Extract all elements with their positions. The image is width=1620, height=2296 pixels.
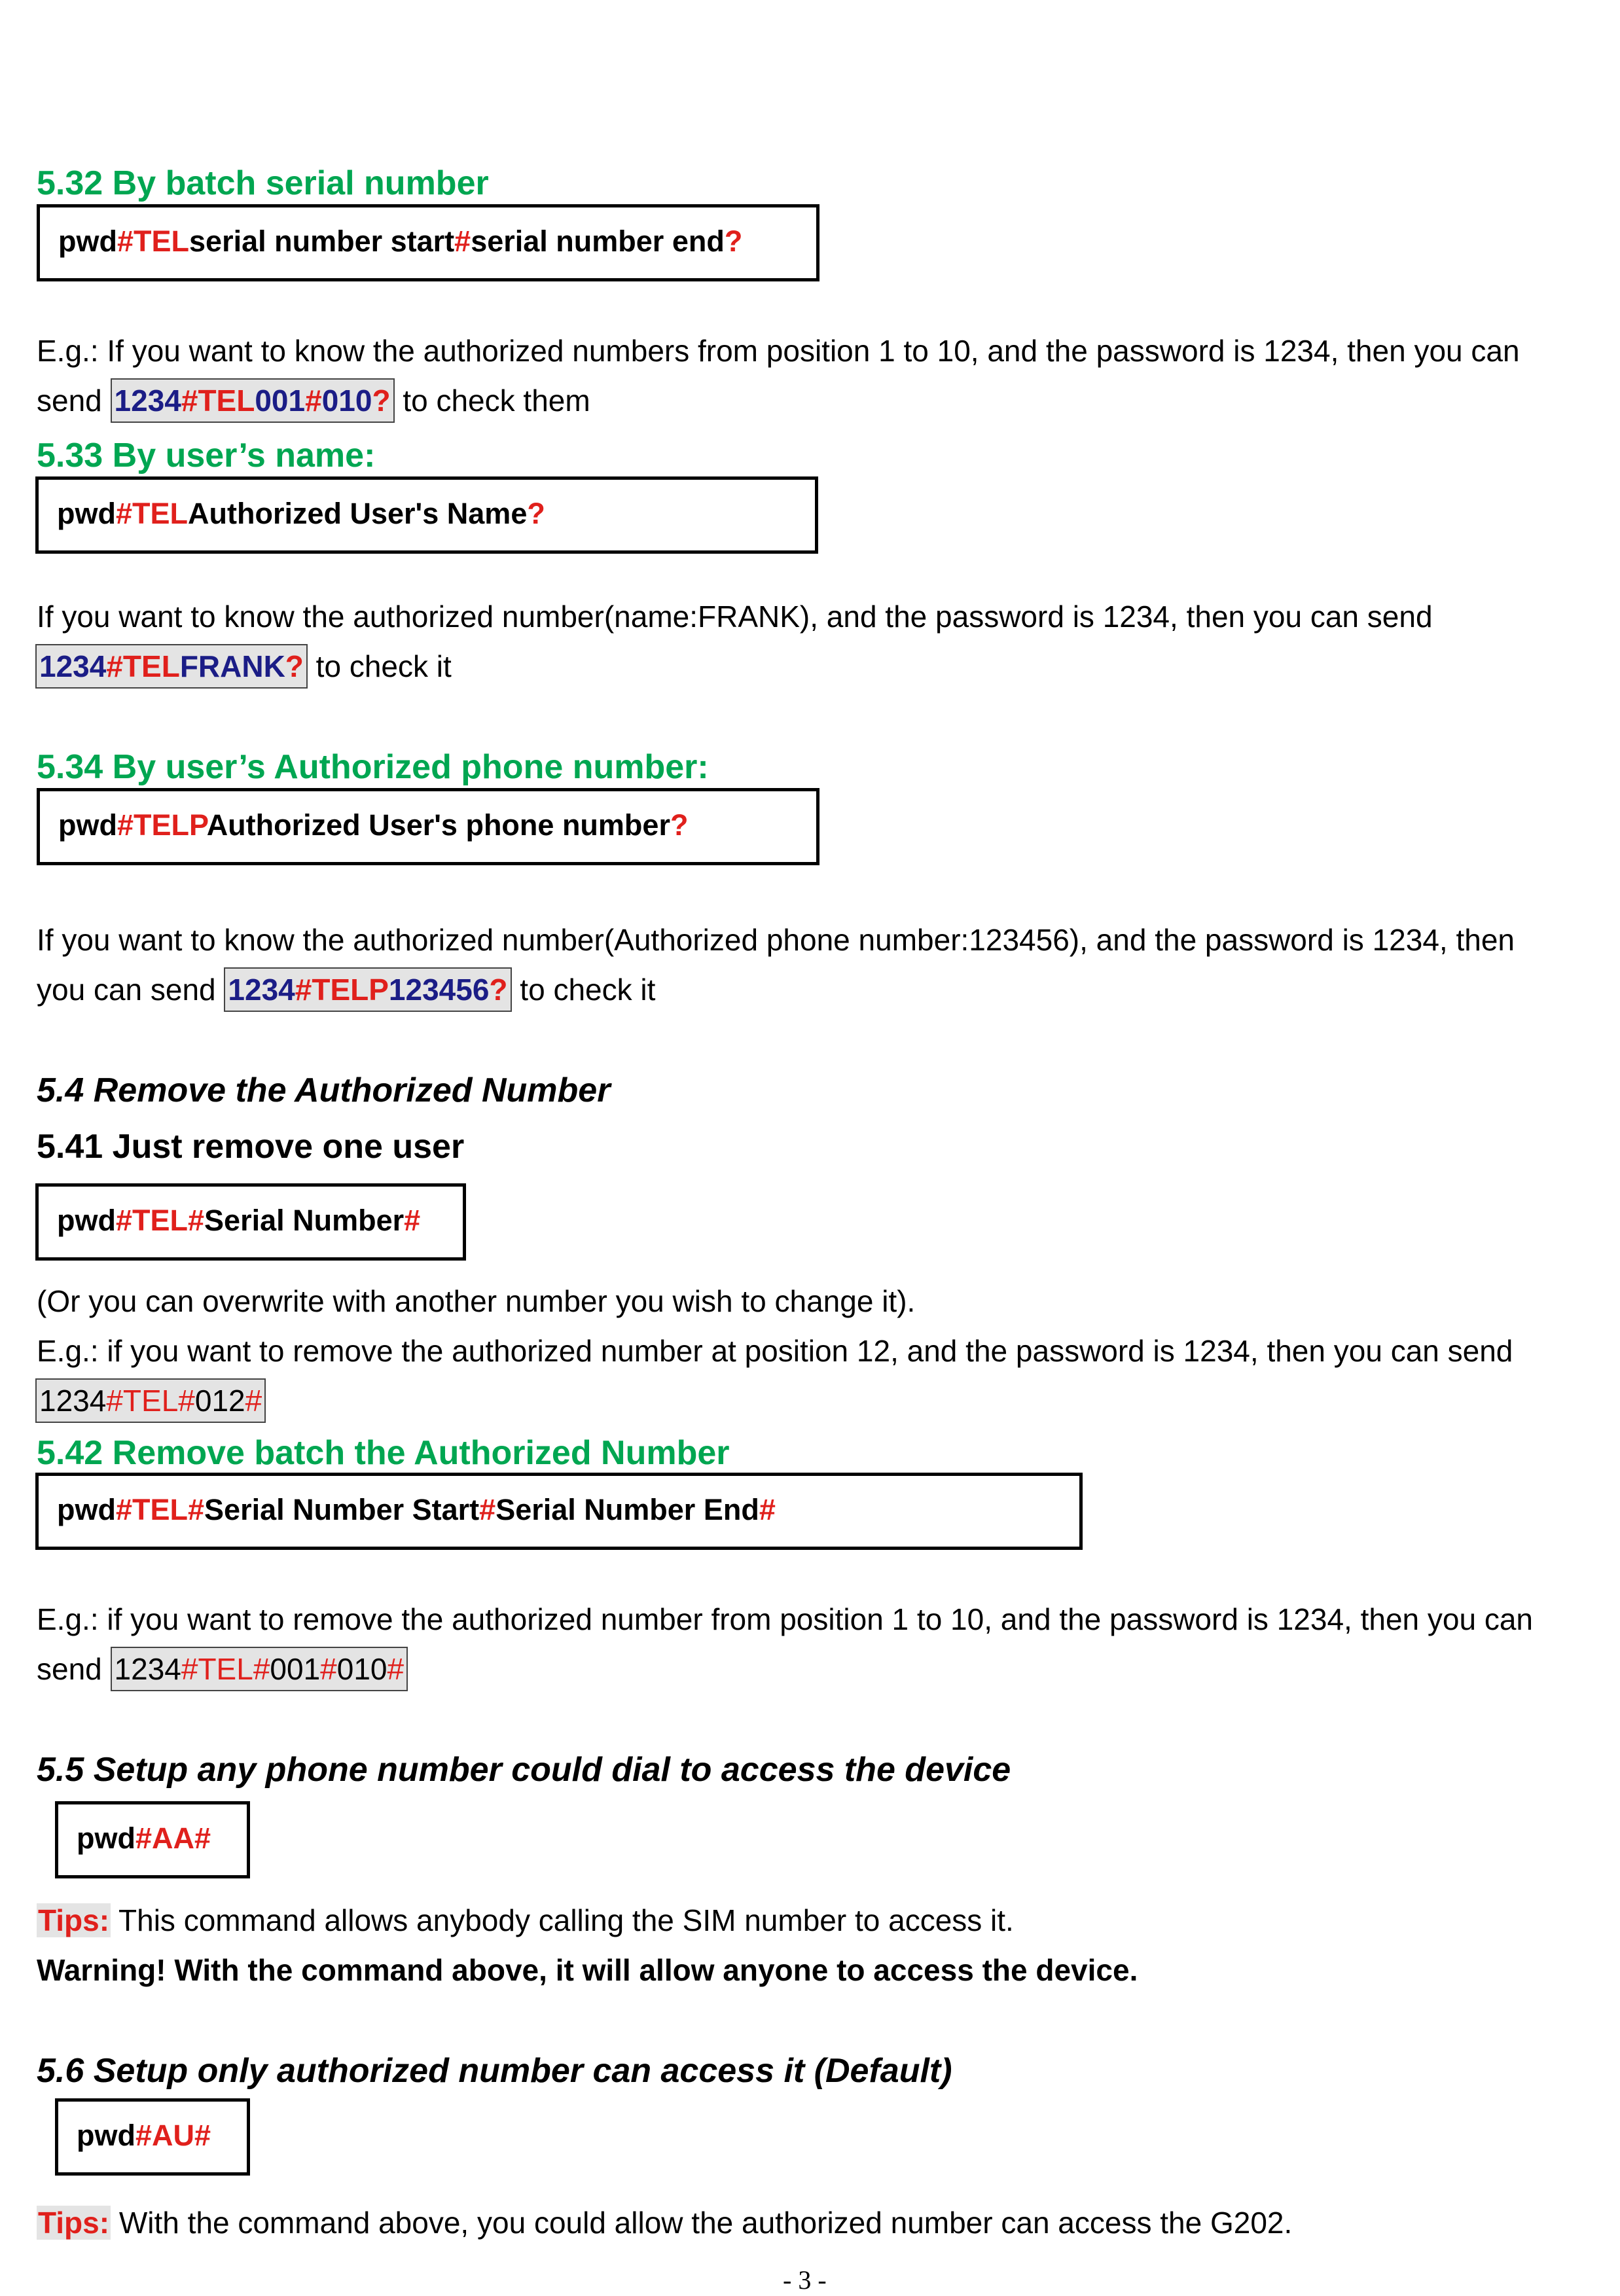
tips-text: This command allows anybody calling the SIM number to access it. [111, 1903, 1014, 1937]
paragraph-5-41-line3 [35, 1376, 266, 1426]
cmd-part: Serial Number End [495, 1493, 759, 1526]
example-command-5-42 [111, 1647, 408, 1691]
cmd-part: # [454, 224, 471, 258]
ex-part: #TEL [181, 384, 255, 418]
command-box-5-33 [35, 476, 818, 554]
paragraph-5-42-line1: E.g.: if you want to remove the authorized number from position 1 to 10, and the password is 1234, then you can [37, 1602, 1534, 1636]
example-command-5-32 [111, 378, 395, 423]
text: to check them [394, 384, 590, 418]
tips-text: With the command above, you could allow the authorized number can access the G202. [111, 2206, 1293, 2240]
cmd-part: # [404, 1204, 421, 1237]
text: to check it [511, 973, 656, 1007]
cmd-part: pwd [77, 1821, 135, 1855]
ex-part: ? [372, 384, 391, 418]
cmd-part: #AU# [135, 2119, 211, 2152]
section-5-42-heading: 5.42 Remove batch the Authorized Number [37, 1434, 730, 1472]
page-number: - 3 - [783, 2265, 827, 2295]
ex-part: 001 [255, 384, 306, 418]
cmd-part: Serial Number Start [204, 1493, 480, 1526]
tips-label: Tips: [38, 1903, 110, 1937]
ex-part: 1234 [114, 1652, 181, 1686]
paragraph-5-41-line1: (Or you can overwrite with another number you wish to change it). [37, 1284, 916, 1318]
ex-part: # [320, 1652, 337, 1686]
ex-part: #TEL# [181, 1652, 270, 1686]
ex-part: ? [489, 973, 508, 1007]
paragraph-5-41-line2: E.g.: if you want to remove the authorized number at position 12, and the password is 1234, then you can send [37, 1334, 1513, 1368]
section-5-6-heading: 5.6 Setup only authorized number can access it (Default) [37, 2052, 952, 2090]
ex-part: 010 [321, 384, 372, 418]
cmd-part: #TEL [117, 224, 190, 258]
ex-part: 001 [270, 1652, 321, 1686]
text: you can send [37, 973, 225, 1007]
paragraph-5-34-line1: If you want to know the authorized number(Authorized phone number:123456), and the password is 1234, then [37, 923, 1515, 957]
cmd-part: #TEL [115, 497, 189, 530]
ex-part: 1234 [39, 1384, 107, 1418]
ex-part: #TEL# [106, 1384, 195, 1418]
cmd-part: pwd [57, 1204, 116, 1237]
section-5-33-heading: 5.33 By user’s name: [37, 437, 376, 475]
cmd-part: serial number end [471, 224, 725, 258]
paragraph-5-33-line2 [35, 641, 452, 691]
example-command-5-34 [224, 967, 511, 1012]
command-box-5-41 [35, 1183, 466, 1261]
cmd-part: pwd [57, 1493, 116, 1526]
ex-part: 010 [336, 1652, 387, 1686]
ex-part: # [245, 1384, 262, 1418]
cmd-part: pwd [58, 224, 117, 258]
command-box-5-42 [35, 1473, 1083, 1550]
cmd-part: serial number start [189, 224, 455, 258]
text: to check it [307, 649, 452, 683]
ex-part: 123456 [388, 973, 490, 1007]
paragraph-5-33-line1: If you want to know the authorized number(name:FRANK), and the password is 1234, then you can send [37, 600, 1433, 634]
example-command-5-41 [35, 1378, 266, 1423]
section-5-4-heading: 5.4 Remove the Authorized Number [37, 1071, 611, 1109]
cmd-part: # [479, 1493, 496, 1526]
tips-5-5 [37, 1895, 1014, 1945]
command-box-5-5 [55, 1801, 250, 1878]
cmd-part: ? [527, 497, 545, 530]
command-box-5-6 [55, 2098, 250, 2176]
ex-part: 012 [194, 1384, 245, 1418]
ex-part: 1234 [114, 384, 181, 418]
ex-part: # [387, 1652, 405, 1686]
paragraph-5-42-line2 [37, 1644, 408, 1694]
cmd-part: pwd [57, 497, 116, 530]
cmd-part: ? [724, 224, 743, 258]
cmd-part: Serial Number [204, 1204, 405, 1237]
command-box-5-34 [37, 788, 819, 865]
ex-part: ? [285, 649, 304, 683]
warning-5-5: Warning! With the command above, it will allow anyone to access the device. [37, 1953, 1138, 1987]
text: send [37, 1652, 111, 1686]
cmd-part: #AA# [135, 1821, 211, 1855]
section-5-32-heading: 5.32 By batch serial number [37, 164, 489, 202]
section-5-41-heading: 5.41 Just remove one user [37, 1128, 465, 1166]
paragraph-5-34-line2 [37, 965, 655, 1014]
tips-label: Tips: [38, 2206, 110, 2240]
text: send [37, 384, 111, 418]
cmd-part: # [759, 1493, 776, 1526]
ex-part: # [305, 384, 322, 418]
cmd-part: ? [670, 808, 689, 842]
tips-5-6 [37, 2198, 1292, 2248]
ex-part: #TELP [295, 973, 389, 1007]
cmd-part: pwd [58, 808, 117, 842]
paragraph-5-32-line2 [37, 376, 590, 425]
ex-part: 1234 [228, 973, 295, 1007]
cmd-part: #TEL# [115, 1493, 205, 1526]
cmd-part: #TELP [117, 808, 207, 842]
section-5-5-heading: 5.5 Setup any phone number could dial to access the device [37, 1751, 1011, 1789]
cmd-part: #TEL# [115, 1204, 205, 1237]
cmd-part: pwd [77, 2119, 135, 2152]
section-5-34-heading: 5.34 By user’s Authorized phone number: [37, 748, 709, 786]
cmd-part: Authorized User's phone number [206, 808, 670, 842]
example-command-5-33 [35, 644, 308, 689]
command-box-5-32 [37, 204, 819, 281]
paragraph-5-32-line1: E.g.: If you want to know the authorized numbers from position 1 to 10, and the password is 1234, then you can [37, 334, 1520, 368]
ex-part: 1234 [39, 649, 107, 683]
cmd-part: Authorized User's Name [188, 497, 528, 530]
ex-part: FRANK [179, 649, 285, 683]
ex-part: #TEL [106, 649, 180, 683]
